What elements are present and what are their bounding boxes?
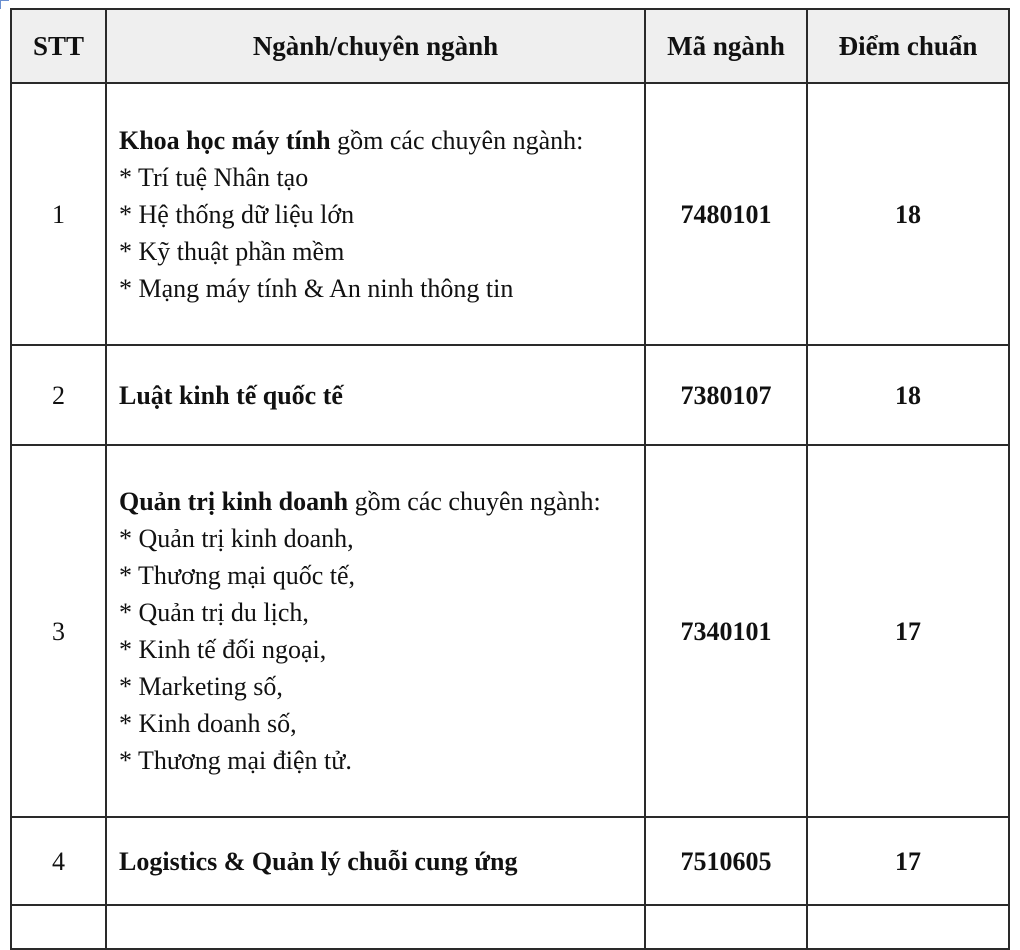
major-name: Luật kinh tế quốc tế <box>119 380 343 410</box>
specialization-item: * Kinh tế đối ngoại, <box>119 635 327 664</box>
specialization-item: * Quản trị kinh doanh, <box>119 524 354 553</box>
header-major: Ngành/chuyên ngành <box>106 9 645 83</box>
specialization-item: * Kỹ thuật phần mềm <box>119 236 345 266</box>
specialization-item: * Marketing số, <box>119 672 283 701</box>
header-code: Mã ngành <box>645 9 807 83</box>
major-name: Quản trị kinh doanh <box>119 487 349 516</box>
row-code: 7340101 <box>645 445 807 817</box>
row-stt: 4 <box>11 817 106 905</box>
row-code: 7510605 <box>645 817 807 905</box>
specialization-item: * Trí tuệ Nhân tạo <box>119 162 309 192</box>
row-stt: 2 <box>11 345 106 445</box>
row-code: 7380107 <box>645 345 807 445</box>
specialization-item: * Hệ thống dữ liệu lớn <box>119 199 355 229</box>
specialization-item: * Thương mại quốc tế, <box>119 561 356 590</box>
row-major-cell <box>106 345 645 445</box>
partial-cell <box>645 905 807 949</box>
row-stt: 1 <box>11 83 106 345</box>
row-code: 7480101 <box>645 83 807 345</box>
table-row <box>11 83 1009 345</box>
major-name: Logistics & Quản lý chuỗi cung ứng <box>119 846 518 876</box>
row-score: 17 <box>807 817 1009 905</box>
table-row <box>11 345 1009 445</box>
row-score: 17 <box>807 445 1009 817</box>
table-row <box>11 817 1009 905</box>
document-frame <box>10 8 1008 908</box>
table-row <box>11 445 1009 817</box>
major-suffix: gồm các chuyên ngành: <box>348 487 601 516</box>
header-stt: STT <box>11 9 106 83</box>
row-major-cell <box>106 817 645 905</box>
partial-cell <box>807 905 1009 949</box>
row-major-cell <box>106 83 645 345</box>
row-score: 18 <box>807 83 1009 345</box>
table-header-row <box>11 9 1009 83</box>
row-major-cell <box>106 445 645 817</box>
header-score: Điểm chuẩn <box>807 9 1009 83</box>
specialization-item: * Quản trị du lịch, <box>119 598 309 627</box>
major-suffix: gồm các chuyên ngành: <box>330 125 584 155</box>
row-stt: 3 <box>11 445 106 817</box>
specialization-item: * Mạng máy tính & An ninh thông tin <box>119 273 514 303</box>
specialization-item: * Thương mại điện tử. <box>119 746 352 775</box>
table-row-partial <box>11 905 1009 949</box>
corner-marker <box>0 0 9 9</box>
row-score: 18 <box>807 345 1009 445</box>
major-name: Khoa học máy tính <box>119 125 331 155</box>
partial-cell <box>11 905 106 949</box>
partial-cell <box>106 905 645 949</box>
specialization-item: * Kinh doanh số, <box>119 709 297 738</box>
admission-scores-table <box>10 8 1010 950</box>
